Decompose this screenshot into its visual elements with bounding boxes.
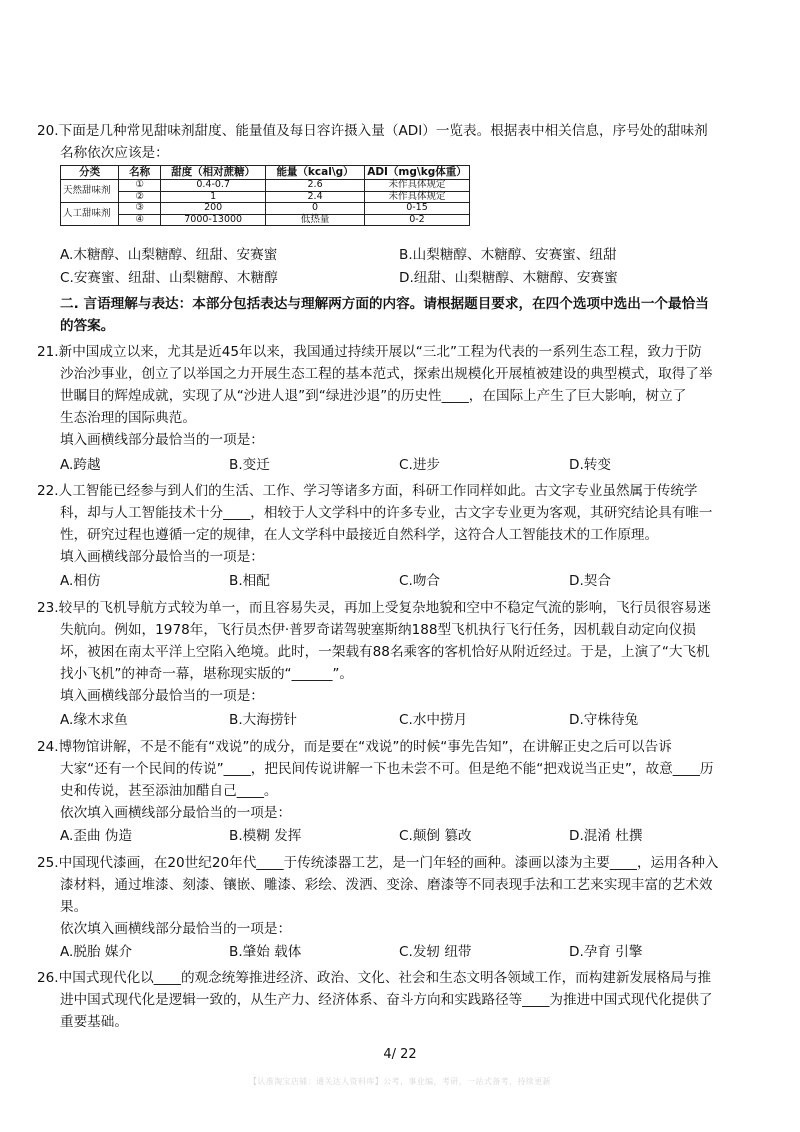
table-cell: 未作具体规定	[364, 191, 469, 203]
q22-stem-line-1: 22.人工智能已经参与到人们的生活、工作、学习等诸多方面，科研工作同样如此。古文字专业虽然属于传统学	[37, 483, 698, 499]
table-cell: 0-15	[364, 203, 469, 215]
q24-stem-line-2: 大家“还有一个民间的传说”____，把民间传说讲解一下也未尝不可。但是绝不能“把戏说当正史”，故意____历	[60, 761, 714, 777]
table-cell: 200	[161, 203, 266, 215]
q20-option-b: B.山梨糖醇、木糖醇、安赛蜜、纽甜	[399, 247, 617, 263]
table-header-energy: 能量（kcal\g）	[266, 166, 365, 180]
q20-stem-line-2: 名称依次应该是：	[60, 145, 169, 161]
q25-option-b: B.肇始 载体	[229, 944, 302, 960]
q21-option-a: A.跨越	[60, 457, 101, 473]
q20-option-c: C.安赛蜜、纽甜、山梨糖醇、木糖醇	[60, 270, 278, 286]
q24-option-c: C.颠倒 篡改	[399, 828, 472, 844]
table-cell-category-artificial: 人工甜味剂	[61, 203, 119, 226]
q24-stem-line-3: 史和传说，甚至添油加醋自己____。	[60, 783, 278, 799]
q26-stem-line-2: 进中国式现代化是逻辑一致的，从生产力、经济体系、奋斗方向和实践路径等____为推进中国式现代化提供了	[60, 992, 713, 1008]
q26-stem-line-3: 重要基础。	[60, 1014, 128, 1030]
q23-stem-line-1: 23.较早的飞机导航方式较为单一，而且容易失灵，再加上受复杂地貌和空中不稳定气流的影响，飞行员很容易迷	[37, 600, 712, 616]
table-row	[61, 214, 470, 226]
table-row	[61, 191, 470, 203]
q21-option-c: C.进步	[399, 457, 441, 473]
table-cell: ④	[119, 214, 161, 226]
q22-option-d: D.契合	[569, 573, 611, 589]
table-row	[61, 180, 470, 192]
q20-option-d: D.纽甜、山梨糖醇、木糖醇、安赛蜜	[399, 270, 618, 286]
q20-option-a: A.木糖醇、山梨糖醇、纽甜、安赛蜜	[60, 247, 278, 263]
q21-option-d: D.转变	[569, 457, 611, 473]
q25-stem-line-2: 漆材料，通过堆漆、刻漆、镶嵌、雕漆、彩绘、泼洒、变涂、磨漆等不同表现手法和工艺来实现丰富的艺术效	[60, 877, 713, 893]
q24-prompt: 依次填入画横线部分最恰当的一项是：	[60, 805, 292, 821]
q22-option-b: B.相配	[229, 573, 270, 589]
table-cell: 0	[266, 203, 365, 215]
q23-prompt: 填入画横线部分最恰当的一项是：	[60, 688, 264, 704]
q25-option-d: D.孕育 引擎	[569, 944, 643, 960]
q23-option-b: B.大海捞针	[229, 712, 298, 728]
table-cell: ③	[119, 203, 161, 215]
q21-stem-line-1: 21.新中国成立以来，尤其是近45年以来，我国通过持续开展以“三北”工程为代表的一系列生态工程，致力于防	[37, 344, 702, 360]
sweetener-table	[60, 165, 470, 226]
table-header-adi: ADI（mg\kg体重）	[364, 166, 469, 180]
q23-option-a: A.缘木求鱼	[60, 712, 128, 728]
q21-stem-line-2: 沙治沙事业，创立了以举国之力开展生态工程的基本范式，探索出规模化开展植被建设的典型模式，取得了举	[60, 366, 713, 382]
q25-option-c: C.发轫 纽带	[399, 944, 472, 960]
section2-heading-line-1: 二. 言语理解与表达：本部分包括表达与理解两方面的内容。请根据题目要求，在四个选项中选出一个最恰当	[60, 296, 709, 312]
table-header-row	[61, 166, 470, 180]
table-header-name: 名称	[119, 166, 161, 180]
table-cell: ①	[119, 180, 161, 192]
table-cell: 2.4	[266, 191, 365, 203]
table-cell: 2.6	[266, 180, 365, 192]
q26-stem-line-1: 26.中国式现代化以____的观念统筹推进经济、政治、文化、社会和生态文明各领域工作，而构建新发展格局与推	[37, 970, 712, 986]
q23-option-d: D.守株待兔	[569, 712, 639, 728]
table-cell: 0-2	[364, 214, 469, 226]
q22-stem-line-2: 科，却与人工智能技术十分____，相较于人文学科中的许多专业，古文字专业更为客观，其研究结论具有唯一	[60, 505, 713, 521]
page-number: 4/ 22	[383, 1047, 417, 1062]
q21-stem-line-4: 生态治理的国际典范。	[60, 410, 196, 426]
q21-prompt: 填入画横线部分最恰当的一项是：	[60, 432, 264, 448]
watermark-text: 【认准淘宝店铺：通关达人资料库】公考，事业编，考研，一站式备考，持续更新	[248, 1077, 552, 1086]
section2-heading-line-2: 的答案。	[60, 318, 115, 334]
table-cell: 1	[161, 191, 266, 203]
q23-stem-line-4: 找小飞机”的神奇一幕，堪称现实版的“______”。	[60, 666, 354, 682]
q25-prompt: 依次填入画横线部分最恰当的一项是：	[60, 921, 292, 937]
q23-option-c: C.水中捞月	[399, 712, 468, 728]
q24-option-a: A.歪曲 伪造	[60, 828, 133, 844]
q24-stem-line-1: 24.博物馆讲解，不是不能有“戏说”的成分，而是要在“戏说”的时候“事先告知”，在讲解正史之后可以告诉	[37, 739, 672, 755]
table-cell: ②	[119, 191, 161, 203]
table-header-category: 分类	[61, 166, 119, 180]
q24-option-d: D.混淆 杜撰	[569, 828, 643, 844]
q25-stem-line-3: 果。	[60, 899, 88, 915]
table-cell: 未作具体规定	[364, 180, 469, 192]
table-row	[61, 203, 470, 215]
q25-stem-line-1: 25.中国现代漆画，在20世纪20年代____于传统漆器工艺，是一门年轻的画种。漆画以漆为主要____，运用各种入	[37, 855, 719, 871]
q22-option-a: A.相仿	[60, 573, 101, 589]
q22-option-c: C.吻合	[399, 573, 441, 589]
q25-option-a: A.脱胎 媒介	[60, 944, 133, 960]
table-cell: 低热量	[266, 214, 365, 226]
q24-option-b: B.模糊 发挥	[229, 828, 302, 844]
q22-stem-line-3: 性，研究过程也遵循一定的规律，在人文学科中最接近自然科学，这符合人工智能技术的工作原理。	[60, 527, 659, 543]
table-cell: 0.4-0.7	[161, 180, 266, 192]
q23-stem-line-2: 失航向。例如，1978年，飞行员杰伊·普罗奇诺驾驶塞斯纳188型飞机执行飞行任务，因机载自动定向仪损	[60, 622, 696, 638]
table-cell-category-natural: 天然甜味剂	[61, 180, 119, 203]
q23-stem-line-3: 坏，被困在南太平洋上空陷入绝境。此时，一架载有88名乘客的客机恰好从附近经过。于是，上演了“大飞机	[60, 644, 710, 660]
q22-prompt: 填入画横线部分最恰当的一项是：	[60, 549, 264, 565]
q20-stem-line-1: 20.下面是几种常见甜味剂甜度、能量值及每日容许摄入量（ADI）一览表。根据表中相关信息，序号处的甜味剂	[37, 123, 708, 139]
table-header-sweetness: 甜度（相对蔗糖）	[161, 166, 266, 180]
q21-option-b: B.变迁	[229, 457, 270, 473]
q21-stem-line-3: 世瞩目的辉煌成就，实现了从“沙进人退”到“绿进沙退”的历史性____，在国际上产生了巨大影响，树立了	[60, 388, 687, 404]
table-cell: 7000-13000	[161, 214, 266, 226]
